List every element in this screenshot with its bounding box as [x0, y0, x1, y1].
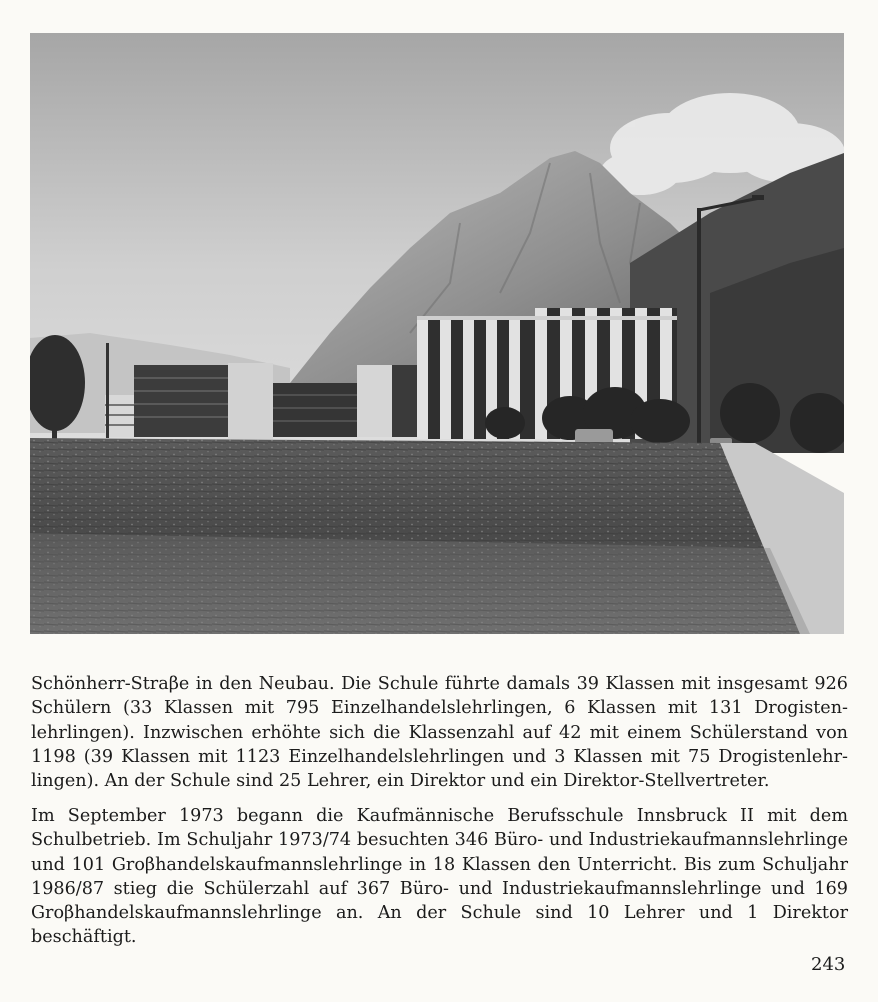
school-wing-dark — [134, 365, 229, 437]
school-wing-low — [273, 383, 358, 437]
school-stair-tower — [357, 365, 392, 437]
small-building — [105, 395, 135, 437]
pole — [106, 343, 109, 438]
photo-illustration — [30, 33, 844, 634]
field-grass — [30, 533, 810, 634]
school-building-photo — [30, 33, 844, 634]
body-paragraph-1: Schönherr-Straβe in den Neubau. Die Schule führte damals 39 Klassen mit insgesamt 926 Schülern (33 Klassen mit 795 Einzelhandelslehrlingen, 6 Klassen mit 131 Drogistenlehrlingen). Inzwischen erhöhte sich die Klassenzahl auf 42 mit einem Schülerstand von 1198 (39 Klassen mit 1123 Einzelhandelslehrlingen und 3 Klassen mit 75 Drogistenlehrlingen). An der Schule sind 25 Lehrer, ein Direktor und ein Direktor-Stellvertreter. — [31, 674, 848, 792]
school-connector — [392, 365, 417, 437]
page-number: 243 — [811, 954, 846, 975]
school-wing-light — [228, 363, 273, 439]
body-paragraph-2: Im September 1973 begann die Kaufmännische Berufsschule Innsbruck II mit dem Schulbetrieb. Im Schuljahr 1973/74 besuchten 346 Büro- und Industriekaufmannslehrlinge und 101 Groβhandelskaufmannslehrlinge in 18 Klassen den Unterricht. Bis zum Schuljahr 1986/87 stieg die Schülerzahl auf 367 Büro- und Industriekaufmannslehrlinge und 169 Groβhandelskaufmannslehrlinge an. An der Schule sind 10 Lehrer und 1 Direktor beschäftigt. — [31, 806, 848, 948]
